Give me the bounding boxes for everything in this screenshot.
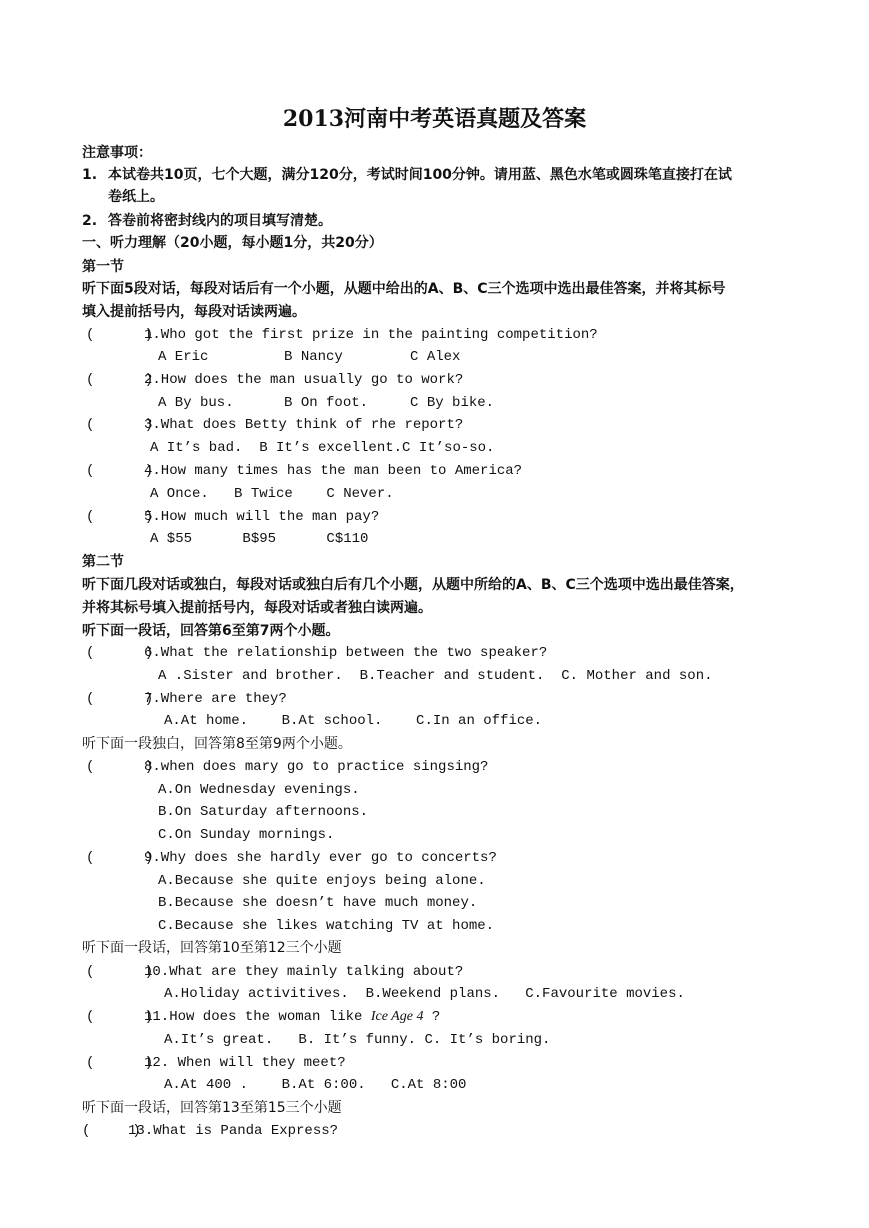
question-4: 4.How many times has the man been to America? (144, 463, 523, 479)
section-1-instructions-line-1: 听下面5段对话，每段对话后有一个小题，从题中给出的A、B、C三个选项中选出最佳答案，并将其标号 (82, 281, 726, 297)
question-2-options: A By bus. B On foot. C By bike. (158, 395, 495, 411)
question-8-option-b: B.On Saturday afternoons. (158, 804, 369, 820)
answer-blank[interactable]: ( ) (86, 850, 154, 866)
answer-blank[interactable]: ( ) (86, 645, 154, 661)
question-7-options: A.At home. B.At school. C.In an office. (164, 713, 543, 729)
answer-blank[interactable]: ( ) (86, 1009, 154, 1025)
question-5-options: A $55 B$95 C$110 (150, 531, 369, 547)
question-9-option-a: A.Because she quite enjoys being alone. (158, 873, 486, 889)
answer-blank[interactable]: ( ) (86, 509, 154, 525)
answer-blank[interactable]: ( ) (86, 327, 154, 343)
answer-blank[interactable]: ( ) (86, 691, 154, 707)
question-1-options: A Eric B Nancy C Alex (158, 349, 461, 365)
question-9: 9.Why does she hardly ever go to concerts? (144, 850, 497, 866)
answer-blank[interactable]: ( ) (82, 1123, 141, 1139)
question-11-options: A.It’s great. B. It’s funny. C. It’s boring. (164, 1032, 551, 1048)
answer-blank[interactable]: ( ) (86, 1055, 154, 1071)
part-1-heading: 一、听力理解（20小题，每小题1分，共20分） (82, 235, 383, 251)
movie-title: Ice Age 4 (370, 1009, 424, 1024)
question-12-options: A.At 400 . B.At 6:00. C.At 8:00 (164, 1077, 467, 1093)
question-9-option-b: B.Because she doesn’t have much money. (158, 895, 478, 911)
question-7: 7.Where are they? (144, 691, 287, 707)
notice-item-1-number: 1. (82, 167, 98, 183)
answer-blank[interactable]: ( ) (86, 964, 154, 980)
page-title: 2013河南中考英语真题及答案 (282, 106, 587, 132)
question-1: 1.Who got the first prize in the painting competition? (144, 327, 598, 343)
subsection-10-12-heading: 听下面一段话，回答第10至第12三个小题 (82, 940, 342, 956)
answer-blank[interactable]: ( ) (86, 463, 154, 479)
notice-item-2: 答卷前将密封线内的项目填写清楚。 (108, 213, 332, 229)
section-2-instructions-line-2: 并将其标号填入提前括号内，每段对话或者独白读两遍。 (82, 600, 432, 616)
section-1-instructions-line-2: 填入提前括号内，每段对话读两遍。 (82, 304, 306, 320)
question-2: 2.How does the man usually go to work? (144, 372, 464, 388)
question-11-text: 11.How does the woman like (144, 1009, 371, 1025)
subsection-6-7-heading: 听下面一段话，回答第6至第7两个小题。 (82, 623, 340, 639)
answer-blank[interactable]: ( ) (86, 417, 154, 433)
question-10-options: A.Holiday activitives. B.Weekend plans. C.Favourite movies. (164, 986, 685, 1002)
question-11 (144, 1006, 440, 1028)
section-2-instructions-line-1: 听下面几段对话或独白，每段对话或独白后有几个小题，从题中所给的A、B、C三个选项中选出最佳答案， (82, 577, 744, 593)
subsection-13-15-heading: 听下面一段话，回答第13至第15三个小题 (82, 1100, 342, 1116)
question-6: 6.What the relationship between the two speaker? (144, 645, 548, 661)
question-12: 12. When will they meet? (144, 1055, 346, 1071)
question-5: 5.How much will the man pay? (144, 509, 380, 525)
question-13: 13.What is Panda Express? (128, 1123, 339, 1139)
section-1-heading: 第一节 (82, 259, 124, 275)
question-4-options: A Once. B Twice C Never. (150, 486, 394, 502)
question-11-end: ? (423, 1009, 441, 1025)
notice-item-1-line-1: 本试卷共10页，七个大题，满分120分，考试时间100分钟。请用蓝、黑色水笔或圆珠笔直接打在试 (108, 167, 732, 183)
question-9-option-c: C.Because she likes watching TV at home. (158, 918, 495, 934)
notice-item-1-line-2: 卷纸上。 (108, 189, 164, 205)
answer-blank[interactable]: ( ) (86, 372, 154, 388)
subsection-8-9-heading: 听下面一段独白，回答第8至第9两个小题。 (82, 736, 352, 752)
question-3: 3.What does Betty think of rhe report? (144, 417, 464, 433)
notice-heading: 注意事项： (82, 145, 152, 161)
answer-blank[interactable]: ( ) (86, 759, 154, 775)
question-8-option-c: C.On Sunday mornings. (158, 827, 335, 843)
question-8: 8.when does mary go to practice singsing? (144, 759, 489, 775)
section-2-heading: 第二节 (82, 554, 124, 570)
notice-item-2-number: 2. (82, 213, 98, 229)
question-8-option-a: A.On Wednesday evenings. (158, 782, 360, 798)
question-10: 10.What are they mainly talking about? (144, 964, 464, 980)
question-6-options: A .Sister and brother. B.Teacher and student. C. Mother and son. (158, 668, 713, 684)
question-3-options: A It’s bad. B It’s excellent.C It’so-so. (150, 440, 495, 456)
